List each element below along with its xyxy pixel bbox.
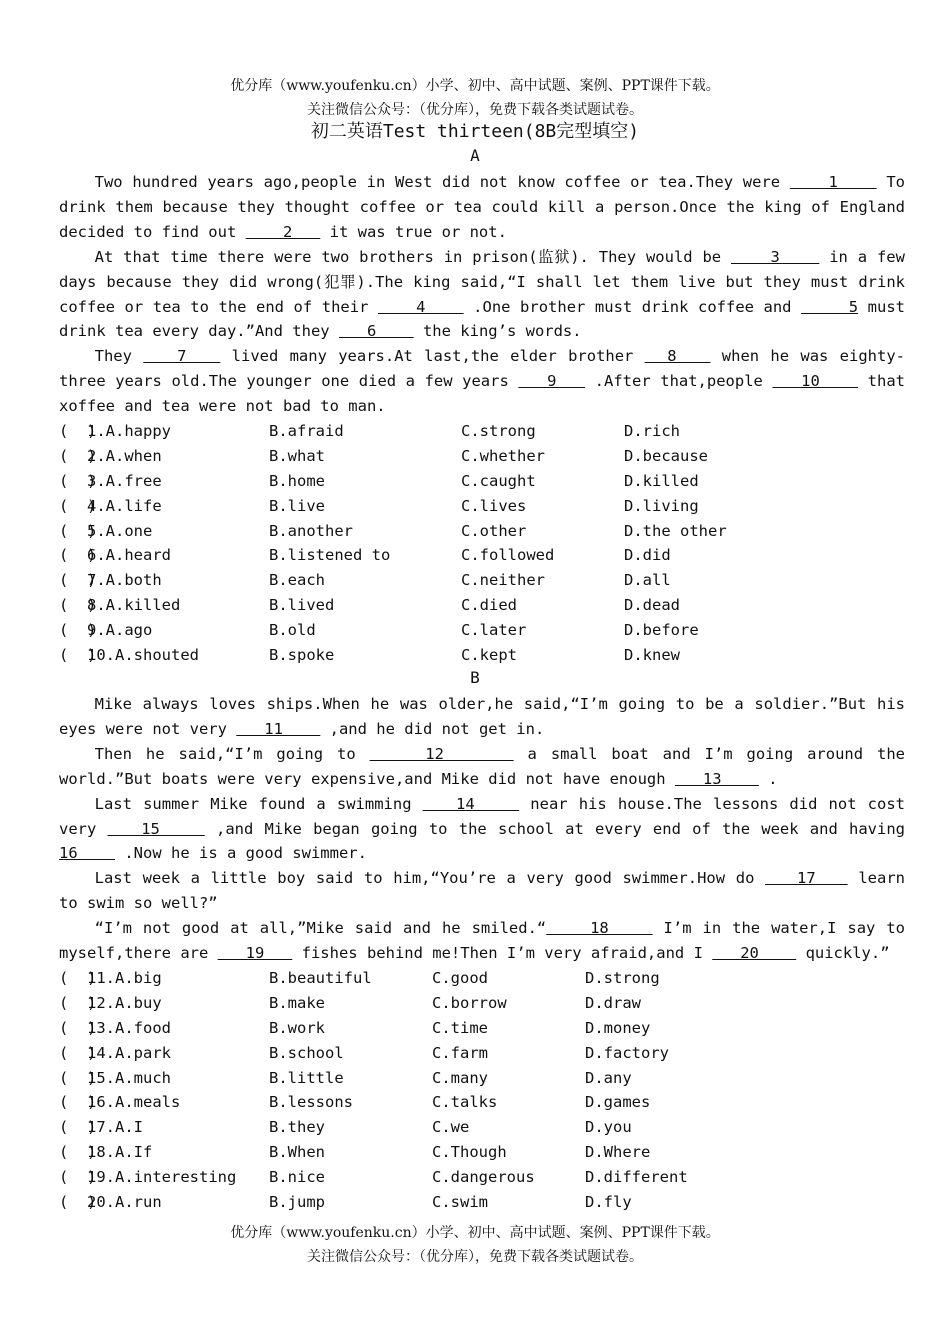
option-a: 3.A.free [87, 471, 162, 490]
answer-bracket[interactable]: ( ) [59, 422, 97, 440]
answer-bracket[interactable]: ( ) [59, 621, 97, 640]
option-d: D.dead [624, 596, 680, 615]
answer-blank[interactable]: 8 [644, 347, 711, 366]
option-a: 19.A.interesting [87, 1168, 237, 1187]
option-b: B.work [269, 1018, 325, 1037]
answer-bracket[interactable]: ( ) [59, 446, 97, 465]
question-row [59, 618, 919, 643]
option-b: B.they [269, 1118, 325, 1137]
option-d: D.before [624, 621, 699, 640]
question-row [59, 419, 919, 444]
option-c: C.swim [432, 1193, 488, 1212]
answer-bracket[interactable]: ( ) [59, 1043, 97, 1062]
option-a: 6.A.heard [87, 546, 171, 565]
question-row [59, 1190, 919, 1215]
option-c: C.died [461, 596, 517, 615]
option-a: 5.A.one [87, 521, 153, 540]
question-row [59, 1066, 919, 1091]
section-b-passage [59, 692, 905, 966]
question-row [59, 1041, 919, 1066]
option-d: D.living [624, 496, 699, 515]
answer-blank[interactable]: 4 [377, 297, 464, 316]
option-d: D.because [624, 446, 708, 465]
question-row [59, 1016, 919, 1041]
question-row [59, 593, 919, 618]
option-c: C.caught [461, 471, 536, 490]
option-c: C.Though [432, 1143, 507, 1162]
option-a: 9.A.ago [87, 621, 153, 640]
answer-blank[interactable]: 11 [236, 719, 321, 738]
option-c: C.followed [461, 546, 555, 565]
option-a: 12.A.buy [87, 993, 162, 1012]
option-b: B.little [269, 1068, 344, 1087]
answer-bracket[interactable]: ( ) [59, 993, 97, 1012]
option-b: B.old [269, 621, 316, 640]
option-a: 17.A.I [87, 1118, 143, 1137]
option-d: D.draw [585, 993, 641, 1012]
option-c: C.talks [432, 1093, 498, 1112]
section-b-label: B [470, 668, 480, 687]
option-d: D.killed [624, 471, 699, 490]
option-d: D.strong [585, 969, 660, 987]
answer-blank[interactable]: 18 [546, 919, 653, 938]
option-d: D.any [585, 1068, 632, 1087]
option-c: C.dangerous [432, 1168, 535, 1187]
option-d: D.rich [624, 422, 680, 440]
section-a-label: A [470, 146, 480, 165]
answer-blank[interactable]: 2 [245, 222, 321, 241]
answer-blank[interactable]: 20 [712, 944, 797, 963]
option-c: C.lives [461, 496, 527, 515]
option-b: B.make [269, 993, 325, 1012]
option-c: C.strong [461, 422, 536, 440]
passage-paragraph: “I’m not good at all,”Mike said and he smiled.“ 18 I’m in the water,I say to myself,there are 19 fishes behind me!Then I’m very afraid,and I 20 quickly.” [59, 919, 905, 963]
option-d: D.different [585, 1168, 688, 1187]
passage-paragraph: Last week a little boy said to him,“You’re a very good swimmer.How do 17 learn to swim so well?” [59, 869, 906, 913]
question-row [59, 444, 919, 469]
page-title: 初二英语Test thirteen(8B完型填空) [310, 121, 640, 142]
question-row [59, 1140, 919, 1165]
section-b-options [59, 966, 919, 1215]
option-b: B.spoke [269, 646, 335, 665]
answer-bracket[interactable]: ( ) [59, 1018, 97, 1037]
option-c: C.time [432, 1018, 488, 1037]
option-b: B.lived [269, 596, 335, 615]
passage-paragraph: At that time there were two brothers in prison(监狱). They would be 3 in a few days because they did wrong(犯罪).The king said,“I shall let them live but they must drink coffee or tea to the end of their 4 .One brother must drink coffee and 5 must drink tea every day.”And they 6 the king’s words. [59, 247, 905, 341]
option-d: D.money [585, 1018, 651, 1037]
answer-bracket[interactable]: ( ) [59, 521, 97, 540]
option-b: B.jump [269, 1193, 325, 1212]
option-a: 11.A.big [87, 969, 162, 987]
option-c: C.good [432, 969, 488, 987]
option-d: D.you [585, 1118, 632, 1137]
answer-blank[interactable]: 14 [422, 794, 520, 813]
option-b: B.live [269, 496, 325, 515]
option-a: 1.A.happy [87, 422, 171, 440]
option-b: B.lessons [269, 1093, 353, 1112]
option-c: C.farm [432, 1043, 488, 1062]
answer-bracket[interactable]: ( ) [59, 596, 97, 615]
option-c: C.we [432, 1118, 470, 1137]
question-row [59, 643, 919, 668]
option-d: D.Where [585, 1143, 651, 1162]
option-a: 4.A.life [87, 496, 162, 515]
answer-blank[interactable]: 13 [674, 769, 759, 788]
option-d: D.the other [624, 521, 727, 540]
option-c: C.many [432, 1068, 488, 1087]
option-a: 15.A.much [87, 1068, 171, 1087]
option-d: D.games [585, 1093, 651, 1112]
footer-line-1: 优分库（www.youfenku.cn）小学、初中、高中试题、案例、PPT课件下载。 [230, 1225, 720, 1241]
option-b: B.home [269, 471, 325, 490]
answer-blank[interactable]: 17 [765, 869, 848, 888]
option-a: 8.A.killed [87, 596, 181, 615]
answer-blank[interactable]: 10 [772, 372, 859, 391]
option-b: B.each [269, 571, 325, 590]
answer-blank[interactable]: 15 [107, 819, 205, 838]
option-b: B.school [269, 1043, 344, 1062]
header-line-1: 优分库（www.youfenku.cn）小学、初中、高中试题、案例、PPT课件下载。 [230, 78, 720, 94]
question-row [59, 991, 919, 1016]
option-c: C.kept [461, 646, 517, 665]
answer-blank[interactable]: 6 [338, 322, 414, 341]
option-a: 18.A.If [87, 1143, 153, 1162]
answer-bracket[interactable]: ( ) [59, 546, 97, 565]
option-b: B.what [269, 446, 325, 465]
option-a: 13.A.food [87, 1018, 171, 1037]
passage-paragraph: Two hundred years ago,people in West did not know coffee or tea.They were 1 To drink them because they thought coffee or tea could kill a person.Once the king of England decided to find out 2 it was true or not. [59, 173, 905, 241]
question-row [59, 1115, 919, 1140]
question-row [59, 966, 919, 991]
footer-line-2: 关注微信公众号：（优分库），免费下载各类试题试卷。 [307, 1249, 643, 1265]
answer-bracket[interactable]: ( ) [59, 1118, 97, 1137]
passage-paragraph: Then he said,“I’m going to 12 a small boat and I’m going around the world.”But boats were very expensive,and Mike did not have enough 13 . [59, 744, 906, 788]
passage-paragraph: Last summer Mike found a swimming 14 near his house.The lessons did not cost very 15 ,and Mike began going to the school at every end of the week and having 16 .Now he is a good swimmer. [59, 794, 905, 863]
question-row [59, 494, 919, 519]
answer-blank[interactable]: 9 [518, 372, 586, 391]
question-row [59, 1165, 919, 1190]
option-c: C.whether [461, 446, 545, 465]
section-a-passage [59, 170, 905, 419]
answer-bracket[interactable]: ( ) [59, 496, 97, 515]
answer-bracket[interactable]: ( ) [59, 1093, 97, 1112]
option-c: C.other [461, 521, 527, 540]
option-a: 2.A.when [87, 446, 162, 465]
option-d: D.did [624, 546, 671, 565]
option-b: B.When [269, 1143, 325, 1162]
passage-paragraph: Mike always loves ships.When he was older,he said,“I’m going to be a soldier.”But his eyes were not very 11 ,and he did not get in. [59, 695, 905, 738]
passage-paragraph: They 7 lived many years.At last,the elder brother 8 when he was eighty-three years old.The younger one died a few years 9 .After that,people 10 that xoffee and tea were not bad to man. [59, 347, 905, 416]
answer-blank[interactable]: 16 [59, 844, 115, 863]
answer-blank[interactable]: 7 [143, 347, 221, 366]
question-row [59, 568, 919, 593]
option-a: 10.A.shouted [87, 646, 199, 665]
answer-bracket[interactable]: ( ) [59, 1168, 97, 1187]
option-b: B.listened to [269, 546, 391, 565]
answer-blank[interactable]: 19 [217, 944, 293, 963]
option-a: 20.A.run [87, 1193, 162, 1212]
option-d: D.fly [585, 1193, 632, 1212]
section-a-options [59, 419, 919, 668]
option-d: D.all [624, 571, 671, 590]
question-row [59, 543, 919, 568]
answer-blank[interactable]: 3 [731, 247, 820, 266]
answer-bracket[interactable]: ( ) [59, 969, 97, 987]
option-b: B.beautiful [269, 969, 372, 987]
option-b: B.another [269, 521, 353, 540]
option-b: B.nice [269, 1168, 325, 1187]
option-a: 7.A.both [87, 571, 162, 590]
answer-bracket[interactable]: ( ) [59, 646, 97, 665]
option-d: D.knew [624, 646, 680, 665]
option-c: C.borrow [432, 993, 507, 1012]
option-d: D.factory [585, 1043, 669, 1062]
option-c: C.later [461, 621, 527, 640]
answer-bracket[interactable]: ( ) [59, 471, 97, 490]
answer-bracket[interactable]: ( ) [59, 571, 97, 590]
question-row [59, 469, 919, 494]
header-line-2: 关注微信公众号：（优分库），免费下载各类试题试卷。 [307, 102, 643, 118]
answer-bracket[interactable]: ( ) [59, 1143, 97, 1162]
option-c: C.neither [461, 571, 545, 590]
answer-blank[interactable]: 1 [789, 173, 877, 191]
question-row [59, 1090, 919, 1115]
option-a: 14.A.park [87, 1043, 171, 1062]
answer-blank[interactable]: 12 [369, 744, 514, 763]
answer-bracket[interactable]: ( ) [59, 1068, 97, 1087]
answer-bracket[interactable]: ( ) [59, 1193, 97, 1212]
option-b: B.afraid [269, 422, 344, 440]
question-row [59, 519, 919, 544]
answer-blank[interactable]: 5 [801, 297, 859, 316]
option-a: 16.A.meals [87, 1093, 181, 1112]
